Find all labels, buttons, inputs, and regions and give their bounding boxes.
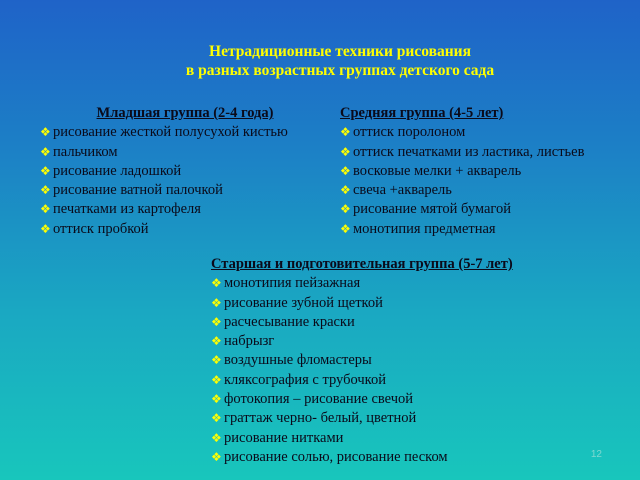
slide-title bbox=[150, 42, 530, 80]
diamond-arrow-bullet-icon: ❖ bbox=[40, 125, 51, 140]
title-line-2: в разных возрастных группах детского сада bbox=[185, 62, 495, 79]
list-item: ❖ набрызг bbox=[211, 333, 275, 350]
diamond-arrow-bullet-icon: ❖ bbox=[211, 449, 222, 464]
page-number: 12 bbox=[590, 449, 602, 460]
list-item: ❖ кляксография с трубочкой bbox=[211, 371, 386, 388]
diamond-arrow-bullet-icon: ❖ bbox=[340, 183, 351, 198]
diamond-arrow-bullet-icon: ❖ bbox=[211, 334, 222, 349]
younger-group-list bbox=[40, 104, 330, 239]
middle-group-list bbox=[340, 104, 635, 239]
list-item: ❖ печатками из картофеля bbox=[40, 201, 201, 218]
diamond-arrow-bullet-icon: ❖ bbox=[211, 411, 222, 426]
title-line-1: Нетрадиционные техники рисования bbox=[209, 43, 471, 60]
diamond-arrow-bullet-icon: ❖ bbox=[40, 183, 51, 198]
list-item: ❖ рисование жесткой полусухой кистью bbox=[40, 124, 288, 141]
diamond-arrow-bullet-icon: ❖ bbox=[340, 163, 351, 178]
diamond-arrow-bullet-icon: ❖ bbox=[40, 202, 51, 217]
list-item: ❖ монотипия пейзажная bbox=[211, 275, 361, 292]
list-item: ❖ рисование мятой бумагой bbox=[340, 201, 511, 218]
list-item: ❖ рисование зубной щеткой bbox=[211, 294, 383, 311]
list-item: ❖ воздушные фломастеры bbox=[211, 352, 372, 369]
list-item: ❖ расчесывание краски bbox=[211, 313, 355, 330]
diamond-arrow-bullet-icon: ❖ bbox=[340, 202, 351, 217]
younger-group-heading: Младшая группа (2-4 года) bbox=[96, 105, 274, 121]
list-item: ❖ рисование нитками bbox=[211, 429, 344, 446]
diamond-arrow-bullet-icon: ❖ bbox=[211, 276, 222, 291]
senior-group-heading: Старшая и подготовительная группа (5-7 лет) bbox=[211, 256, 513, 272]
list-item: ❖ рисование ватной палочкой bbox=[40, 182, 223, 199]
diamond-arrow-bullet-icon: ❖ bbox=[211, 295, 222, 310]
diamond-arrow-bullet-icon: ❖ bbox=[40, 163, 51, 178]
diamond-arrow-bullet-icon: ❖ bbox=[340, 125, 351, 140]
diamond-arrow-bullet-icon: ❖ bbox=[40, 221, 51, 236]
diamond-arrow-bullet-icon: ❖ bbox=[340, 144, 351, 159]
list-item: ❖ граттаж черно- белый, цветной bbox=[211, 410, 417, 427]
list-item: ❖ оттиск печатками из ластика, листьев bbox=[340, 143, 585, 160]
diamond-arrow-bullet-icon: ❖ bbox=[211, 314, 222, 329]
diamond-arrow-bullet-icon: ❖ bbox=[340, 221, 351, 236]
list-item: ❖ оттиск поролоном bbox=[340, 124, 466, 141]
list-item: ❖ рисование ладошкой bbox=[40, 162, 182, 179]
diamond-arrow-bullet-icon: ❖ bbox=[211, 372, 222, 387]
diamond-arrow-bullet-icon: ❖ bbox=[40, 144, 51, 159]
list-item: ❖ фотокопия – рисование свечой bbox=[211, 391, 414, 408]
middle-group-heading: Средняя группа (4-5 лет) bbox=[340, 105, 504, 121]
diamond-arrow-bullet-icon: ❖ bbox=[211, 353, 222, 368]
list-item: ❖ монотипия предметная bbox=[340, 220, 496, 237]
list-item: ❖ свеча +акварель bbox=[340, 182, 452, 199]
diamond-arrow-bullet-icon: ❖ bbox=[211, 392, 222, 407]
list-item: ❖ рисование солью, рисование песком bbox=[211, 448, 448, 465]
diamond-arrow-bullet-icon: ❖ bbox=[211, 430, 222, 445]
list-item: ❖ оттиск пробкой bbox=[40, 220, 149, 237]
list-item: ❖ восковые мелки + акварель bbox=[340, 162, 522, 179]
list-item: ❖ пальчиком bbox=[40, 143, 118, 160]
senior-group-list bbox=[211, 255, 591, 467]
